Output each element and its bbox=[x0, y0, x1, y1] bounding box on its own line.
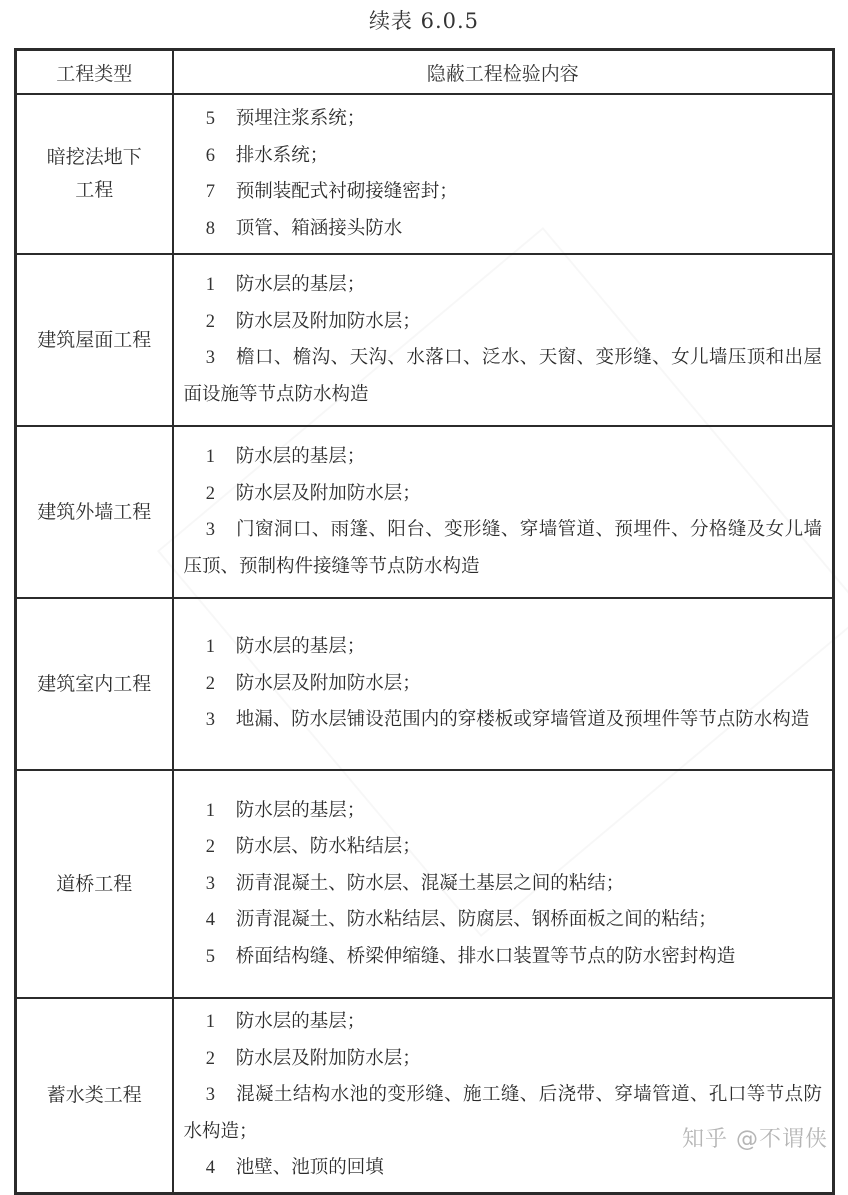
item-text: 门窗洞口、雨篷、阳台、变形缝、穿墙管道、预埋件、分格缝及女儿墙压顶、预制构件接缝等节点防水构造 bbox=[183, 519, 822, 577]
table-header-row bbox=[16, 50, 834, 95]
project-type-cell: 蓄水类工程 bbox=[16, 998, 173, 1194]
item-text: 防水层及附加防水层； bbox=[235, 482, 421, 504]
item-text: 防水层及附加防水层； bbox=[235, 310, 421, 332]
item-number: 1 bbox=[205, 1012, 215, 1033]
table-row bbox=[16, 998, 834, 1194]
list-item bbox=[184, 1004, 823, 1041]
inspection-items-cell bbox=[173, 598, 834, 770]
inspection-items-cell bbox=[173, 998, 834, 1194]
item-number: 3 bbox=[205, 348, 215, 368]
list-item bbox=[184, 101, 823, 138]
header-inspection-content: 隐蔽工程检验内容 bbox=[173, 50, 834, 95]
item-number: 4 bbox=[205, 910, 215, 931]
list-item bbox=[184, 439, 823, 476]
project-type-cell: 道桥工程 bbox=[16, 770, 173, 998]
list-item bbox=[184, 304, 823, 341]
item-text: 防水层及附加防水层； bbox=[235, 1047, 421, 1069]
item-text: 池壁、池顶的回填 bbox=[235, 1157, 384, 1179]
item-text: 防水层、防水粘结层； bbox=[235, 836, 421, 858]
list-item bbox=[184, 174, 823, 211]
item-text: 顶管、箱涵接头防水 bbox=[235, 217, 403, 239]
item-number: 5 bbox=[205, 946, 215, 967]
list-item bbox=[184, 476, 823, 513]
item-text: 沥青混凝土、防水层、混凝土基层之间的粘结； bbox=[235, 872, 625, 894]
item-number: 1 bbox=[205, 637, 215, 658]
list-item bbox=[184, 267, 823, 304]
item-number: 8 bbox=[205, 218, 215, 239]
item-number: 1 bbox=[205, 275, 215, 295]
item-text: 沥青混凝土、防水粘结层、防腐层、钢桥面板之间的粘结； bbox=[235, 909, 717, 931]
zhihu-watermark: 知乎 @不谓侠 bbox=[682, 1127, 828, 1152]
project-type-cell: 建筑屋面工程 bbox=[16, 254, 173, 426]
inspection-items-cell bbox=[173, 254, 834, 426]
inspection-content-table bbox=[14, 48, 835, 1195]
project-type-cell: 建筑外墙工程 bbox=[16, 426, 173, 598]
item-text: 防水层及附加防水层； bbox=[235, 672, 421, 694]
list-item bbox=[184, 666, 823, 703]
item-text: 防水层的基层； bbox=[235, 799, 366, 821]
item-number: 4 bbox=[205, 1158, 215, 1179]
item-text: 防水层的基层； bbox=[235, 446, 366, 467]
inspection-items-cell bbox=[173, 426, 834, 598]
item-number: 6 bbox=[205, 145, 215, 166]
table-row bbox=[16, 598, 834, 770]
list-item bbox=[184, 702, 823, 739]
item-text: 桥面结构缝、桥梁伸缩缝、排水口装置等节点的防水密封构造 bbox=[235, 945, 736, 967]
item-number: 1 bbox=[205, 800, 215, 821]
item-number: 7 bbox=[205, 182, 215, 202]
item-text: 预制装配式衬砌接缝密封； bbox=[235, 181, 458, 202]
item-number: 2 bbox=[205, 837, 215, 858]
list-item bbox=[184, 939, 823, 976]
table-row bbox=[16, 426, 834, 598]
project-type-cell: 建筑室内工程 bbox=[16, 598, 173, 770]
project-type-cell bbox=[16, 94, 173, 254]
item-number: 5 bbox=[205, 109, 215, 129]
item-text: 混凝土结构水池的变形缝、施工缝、后浇带、穿墙管道、孔口等节点防水构造； bbox=[183, 1084, 822, 1142]
item-number: 3 bbox=[205, 520, 215, 540]
item-number: 2 bbox=[205, 483, 215, 504]
table-row bbox=[16, 770, 834, 998]
item-number: 2 bbox=[205, 311, 215, 332]
header-project-type: 工程类型 bbox=[16, 50, 173, 95]
item-text: 地漏、防水层铺设范围内的穿楼板或穿墙管道及预埋件等节点防水构造 bbox=[235, 709, 810, 731]
item-number: 2 bbox=[205, 1048, 215, 1069]
list-item bbox=[184, 1041, 823, 1078]
table-caption: 续表 6.0.5 bbox=[368, 9, 480, 33]
list-item bbox=[184, 829, 823, 866]
table-row bbox=[16, 94, 834, 254]
inspection-items-cell bbox=[173, 770, 834, 998]
table-row bbox=[16, 254, 834, 426]
list-item bbox=[184, 211, 823, 248]
list-item bbox=[184, 793, 823, 830]
item-text: 排水系统； bbox=[235, 144, 329, 166]
list-item bbox=[184, 512, 823, 585]
item-number: 3 bbox=[205, 710, 215, 731]
list-item bbox=[184, 340, 823, 413]
item-text: 防水层的基层； bbox=[235, 636, 366, 658]
project-type-line: 暗挖法地下 bbox=[46, 146, 142, 168]
item-text: 预埋注浆系统； bbox=[235, 108, 366, 129]
list-item bbox=[184, 629, 823, 666]
list-item bbox=[184, 138, 823, 175]
item-number: 3 bbox=[205, 873, 215, 894]
item-text: 防水层的基层； bbox=[235, 274, 366, 295]
item-number: 3 bbox=[205, 1085, 215, 1106]
item-number: 2 bbox=[205, 673, 215, 694]
item-number: 1 bbox=[205, 447, 215, 467]
project-type-line: 工程 bbox=[75, 179, 114, 201]
inspection-items-cell bbox=[173, 94, 834, 254]
list-item bbox=[184, 866, 823, 903]
item-text: 防水层的基层； bbox=[235, 1011, 366, 1033]
item-text: 檐口、檐沟、天沟、水落口、泛水、天窗、变形缝、女儿墙压顶和出屋面设施等节点防水构造 bbox=[183, 347, 822, 405]
list-item bbox=[184, 902, 823, 939]
